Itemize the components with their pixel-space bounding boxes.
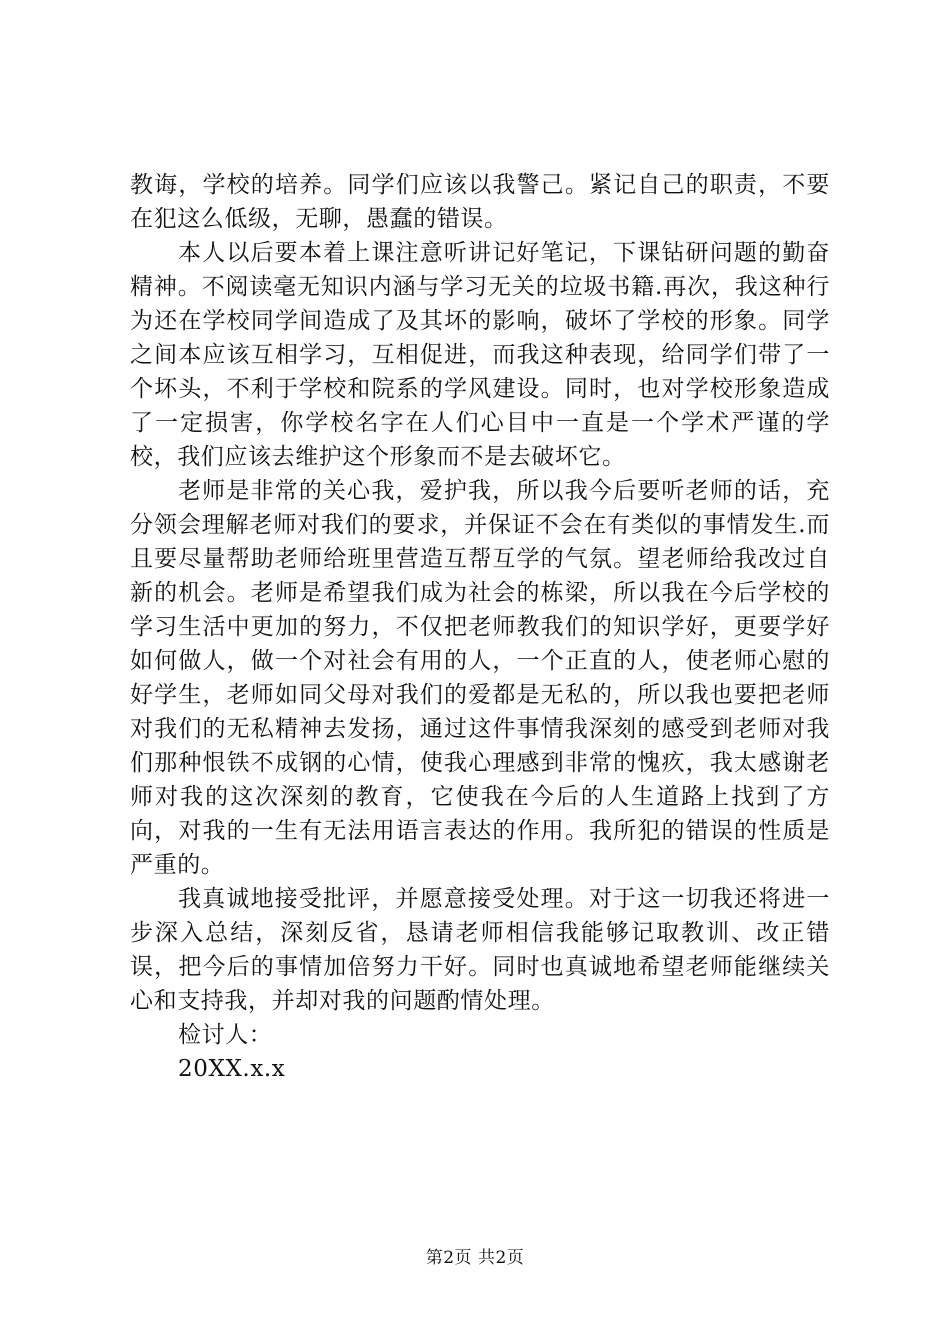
paragraph-acceptance: 我真诚地接受批评，并愿意接受处理。对于这一切我还将进一步深入总结，深刻反省，恳请老师相信我能够记取教训、改正错误，把今后的事情加倍努力干好。同时也真诚地希望老师能继续关心和支持我，并却对我的问题酌情处理。 <box>130 886 830 1014</box>
paragraph-continuation: 教诲，学校的培养。同学们应该以我警己。紧记自己的职责，不要在犯这么低级，无聊，愚蠢的错误。 <box>130 172 830 232</box>
paragraph-study-commitment: 本人以后要本着上课注意听讲记好笔记，下课钻研问题的勤奋精神。不阅读毫无知识内涵与学习无关的垃圾书籍.再次，我这种行为还在学校同学间造成了及其坏的影响，破坏了学校的形象。同学之间本应该互相学习，互相促进，而我这种表现，给同学们带了一个坏头，不利于学校和院系的学风建设。同时，也对学校形象造成了一定损害，你学校名字在人们心目中一直是一个学术严谨的学校，我们应该去维护这个形象而不是去破坏它。 <box>130 240 830 470</box>
signature-label: 检讨人： <box>178 1022 273 1048</box>
document-date: 20XX.x.x <box>178 1056 286 1082</box>
page-footer <box>0 1243 950 1268</box>
paragraph-teacher-care: 老师是非常的关心我，爱护我，所以我今后要听老师的话，充分领会理解老师对我们的要求，并保证不会在有类似的事情发生.而且要尽量帮助老师给班里营造互帮互学的气氛。望老师给我改过自新的机会。老师是希望我们成为社会的栋梁，所以我在今后学校的学习生活中更加的努力，不仅把老师教我们的知识学好，更要学好如何做人，做一个对社会有用的人，一个正直的人，使老师心慰的好学生，老师如同父母对我们的爱都是无私的，所以我也要把老师对我们的无私精神去发扬，通过这件事情我深刻的感受到老师对我们那种恨铁不成钢的心情，使我心理感到非常的愧疚，我太感谢老师对我的这次深刻的教育，它使我在今后的人生道路上找到了方向，对我的一生有无法用语言表达的作用。我所犯的错误的性质是严重的。 <box>130 478 830 878</box>
page-number: 第2页 共2页 <box>425 1248 525 1268</box>
document-body <box>130 168 830 1086</box>
